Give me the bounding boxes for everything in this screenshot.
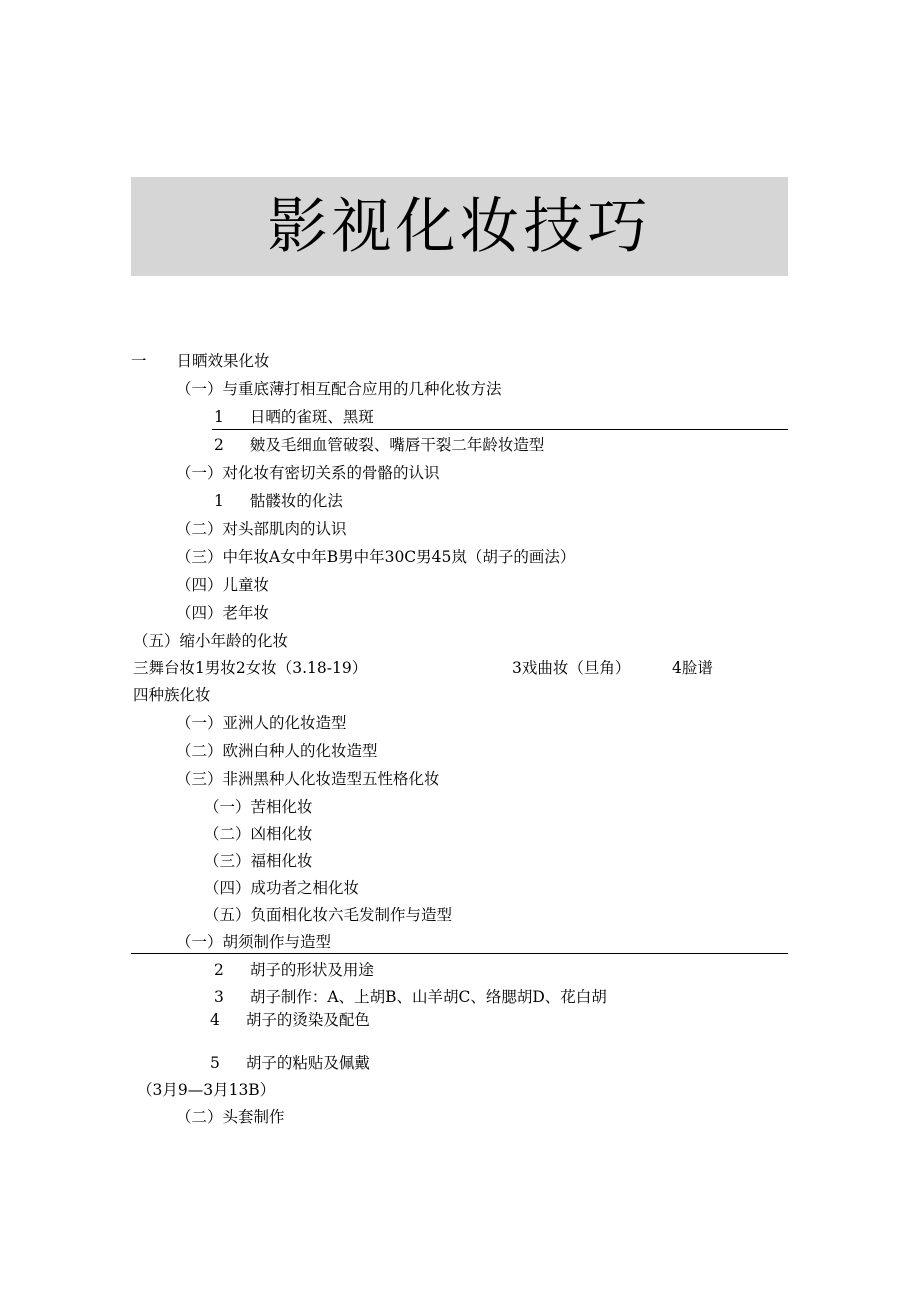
outline-line [204, 851, 313, 871]
line-text: （四）成功者之相化妆 [204, 879, 360, 897]
line-text: （二）头套制作 [176, 1108, 285, 1126]
line-text: （四）儿童妆 [176, 576, 270, 594]
underline-rule [131, 953, 788, 954]
line-text: 胡子的烫染及配色 [245, 1011, 370, 1029]
line-text: 日晒效果化妆 [176, 352, 270, 370]
outline-line [176, 379, 502, 399]
line-text: （一）胡须制作与造型 [176, 933, 332, 951]
line-text: 四种族化妆 [133, 686, 211, 704]
outline-line [176, 769, 440, 789]
outline-line [204, 824, 313, 844]
line-text: 三舞台妆1男妆2女妆（3.18-19） [133, 659, 368, 677]
line-text: 日晒的雀斑、黑斑 [249, 408, 374, 426]
outline-line [204, 797, 313, 817]
line-text: （五）缩小年龄的化妆 [133, 632, 289, 650]
line-text: 4脸谱 [672, 659, 713, 677]
line-text: （一）与重底薄打相互配合应用的几种化妆方法 [176, 380, 502, 398]
line-text: （一）对化妆有密切关系的骨骼的认识 [176, 464, 440, 482]
line-text: （四）老年妆 [176, 604, 270, 622]
line-text: 胡子制作：A、上胡B、山羊胡C、络腮胡D、花白胡 [249, 988, 607, 1006]
line-text: （三）福相化妆 [204, 852, 313, 870]
outline-line [176, 932, 331, 952]
outline-line [210, 1053, 370, 1073]
line-text: （二）对头部肌肉的认识 [176, 520, 347, 538]
outline-line [133, 685, 211, 705]
line-number: 一 [131, 352, 147, 370]
line-text: （二）欧洲白种人的化妆造型 [176, 742, 378, 760]
outline-line [131, 351, 270, 371]
outline-line [133, 631, 288, 651]
outline-line [176, 1107, 285, 1127]
outline-line [176, 547, 575, 567]
line-number: 2 [214, 961, 224, 979]
document-title: 影视化妆技巧 [267, 191, 652, 262]
line-number: 1 [214, 492, 224, 510]
line-text: （三）中年妆A女中年B男中年30C男45岚（胡子的画法） [176, 548, 576, 566]
outline-line [214, 435, 544, 455]
line-text: 皴及毛细血管破裂、嘴唇干裂二年龄妆造型 [249, 436, 545, 454]
outline-line [176, 713, 347, 733]
outline-line [176, 463, 440, 483]
outline-line [214, 407, 374, 427]
outline-line [176, 603, 269, 623]
line-number: 3 [214, 988, 224, 1006]
outline-line [672, 658, 713, 678]
outline-line [176, 741, 378, 761]
underline-rule [212, 429, 788, 430]
line-text: 3戏曲妆（旦角） [512, 659, 631, 677]
outline-line [176, 519, 347, 539]
line-text: （一）苦相化妆 [204, 798, 313, 816]
line-text: （五）负面相化妆六毛发制作与造型 [204, 906, 453, 924]
outline-line [214, 491, 343, 511]
outline-line [214, 960, 374, 980]
outline-line [176, 575, 269, 595]
line-text: （二）凶相化妆 [204, 825, 313, 843]
line-number: 5 [210, 1054, 220, 1072]
outline-line [512, 658, 630, 678]
line-text: 骷髅妆的化法 [249, 492, 343, 510]
title-banner [131, 177, 788, 276]
line-text: （三）非洲黑种人化妆造型五性格化妆 [176, 770, 440, 788]
line-number: 4 [210, 1011, 220, 1029]
line-number: 2 [214, 436, 224, 454]
outline-line [204, 878, 359, 898]
line-number: 1 [214, 408, 224, 426]
outline-line [204, 905, 452, 925]
line-text: 胡子的形状及用途 [249, 961, 374, 979]
outline-line [133, 658, 367, 678]
outline-line [214, 987, 607, 1007]
outline-line [210, 1010, 370, 1030]
line-text: （一）亚洲人的化妆造型 [176, 714, 347, 732]
outline-line [137, 1080, 275, 1100]
line-text: 胡子的粘贴及佩戴 [245, 1054, 370, 1072]
line-text: （3月9—3月13B） [137, 1081, 276, 1099]
